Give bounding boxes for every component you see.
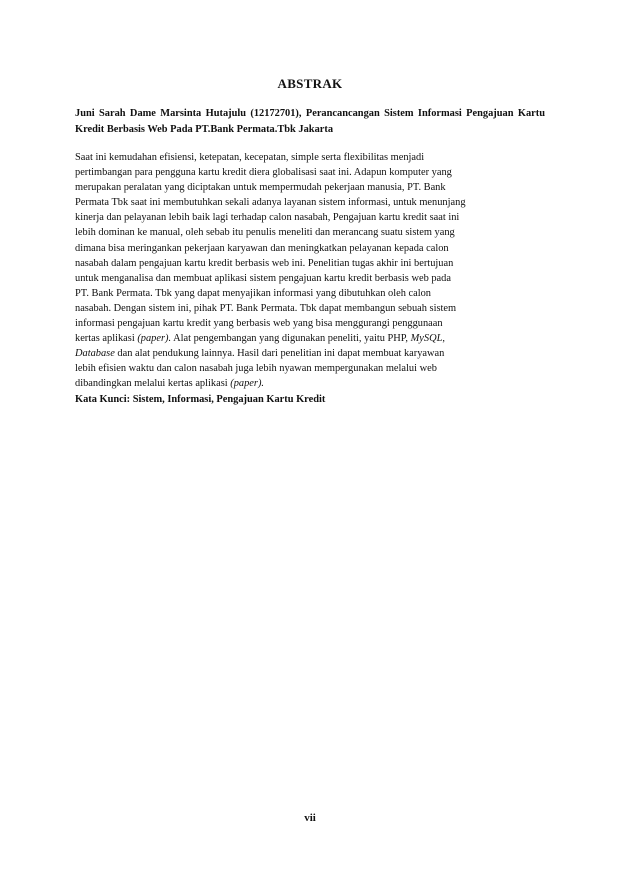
abstract-line-14-part-b: dan alat pendukung lainnya. Hasil dari penelitian ini dapat membuat karyawan <box>114 348 445 360</box>
abstract-line-1: Saat ini kemudahan efisiensi, ketepatan, kecepatan, simple serta flexibilitas menjadi <box>75 152 425 163</box>
abstract-line-7: dimana bisa meringankan pekerjaan karyawan dan meningkatkan pelayanan kepada calon <box>75 242 449 254</box>
abstract-line-16-part-a: dibandingkan melalui kertas aplikasi <box>75 378 231 390</box>
abstract-line-13-part-c: , <box>442 333 445 345</box>
abstract-line-13 <box>75 331 545 346</box>
abstract-title: ABSTRAK <box>277 76 343 91</box>
abstract-line-6: lebih dominan ke manual, oleh sebab itu penulis meneliti dan merancang suatu sistem yang <box>75 227 455 239</box>
abstract-line-16 <box>75 376 545 391</box>
abstract-term-paper-2: (paper). <box>230 378 265 390</box>
abstract-line-8: nasabah dalam pengajuan kartu kredit berbasis web ini. Penelitian tugas akhir ini bertujuan <box>75 257 454 269</box>
abstract-line-2: pertimbangan para pengguna kartu kredit diera globalisasi saat ini. Adapun komputer yang <box>75 167 452 179</box>
abstract-term-database: Database <box>75 348 115 360</box>
abstract-line-15: lebih efisien waktu dan calon nasabah juga lebih nyawan mempergunakan melalui web <box>75 363 437 375</box>
abstract-line-10: PT. Bank Permata. Tbk yang dapat menyajikan informasi yang dibutuhkan oleh calon <box>75 287 431 299</box>
abstract-line-14 <box>75 346 545 361</box>
keywords-line: Kata Kunci: Sistem, Informasi, Pengajuan Kartu Kredit <box>75 394 326 405</box>
abstract-line-5: kinerja dan pelayanan lebih baik lagi terhadap calon nasabah, Pengajuan kartu kredit saat ini <box>75 212 460 224</box>
abstract-line-4: Permata Tbk saat ini membutuhkan sekali adanya layanan sistem informasi, untuk menunjang <box>75 197 466 209</box>
abstract-line-11: nasabah. Dengan sistem ini, pihak PT. Bank Permata. Tbk dapat membangun sebuah sistem <box>75 302 457 314</box>
author-title-line: Juni Sarah Dame Marsinta Hutajulu (12172701), Perancancangan Sistem Informasi Pengajuan Kartu Kredit Berbasis Web Pada PT.Bank Permata.Tbk Jakarta <box>75 108 545 135</box>
abstract-line-3: merupakan peralatan yang diciptakan untuk mempermudah pekerjaan manusia, PT. Bank <box>75 182 446 194</box>
abstract-line-13-part-a: kertas aplikasi <box>75 333 138 345</box>
abstract-body <box>75 150 545 392</box>
abstract-line-13-part-b: Alat pengembangan yang digunakan peneliti, yaitu PHP, <box>171 333 411 345</box>
abstract-term-mysql: MySQL <box>410 333 443 345</box>
abstract-line-9: untuk menganalisa dan membuat aplikasi sistem pengajuan kartu kredit berbasis web pada <box>75 272 451 284</box>
abstract-term-paper: (paper). <box>137 333 172 345</box>
abstract-line-12: informasi pengajuan kartu kredit yang berbasis web yang bisa menggurangi penggunaan <box>75 318 443 330</box>
page-number: vii <box>304 812 316 824</box>
